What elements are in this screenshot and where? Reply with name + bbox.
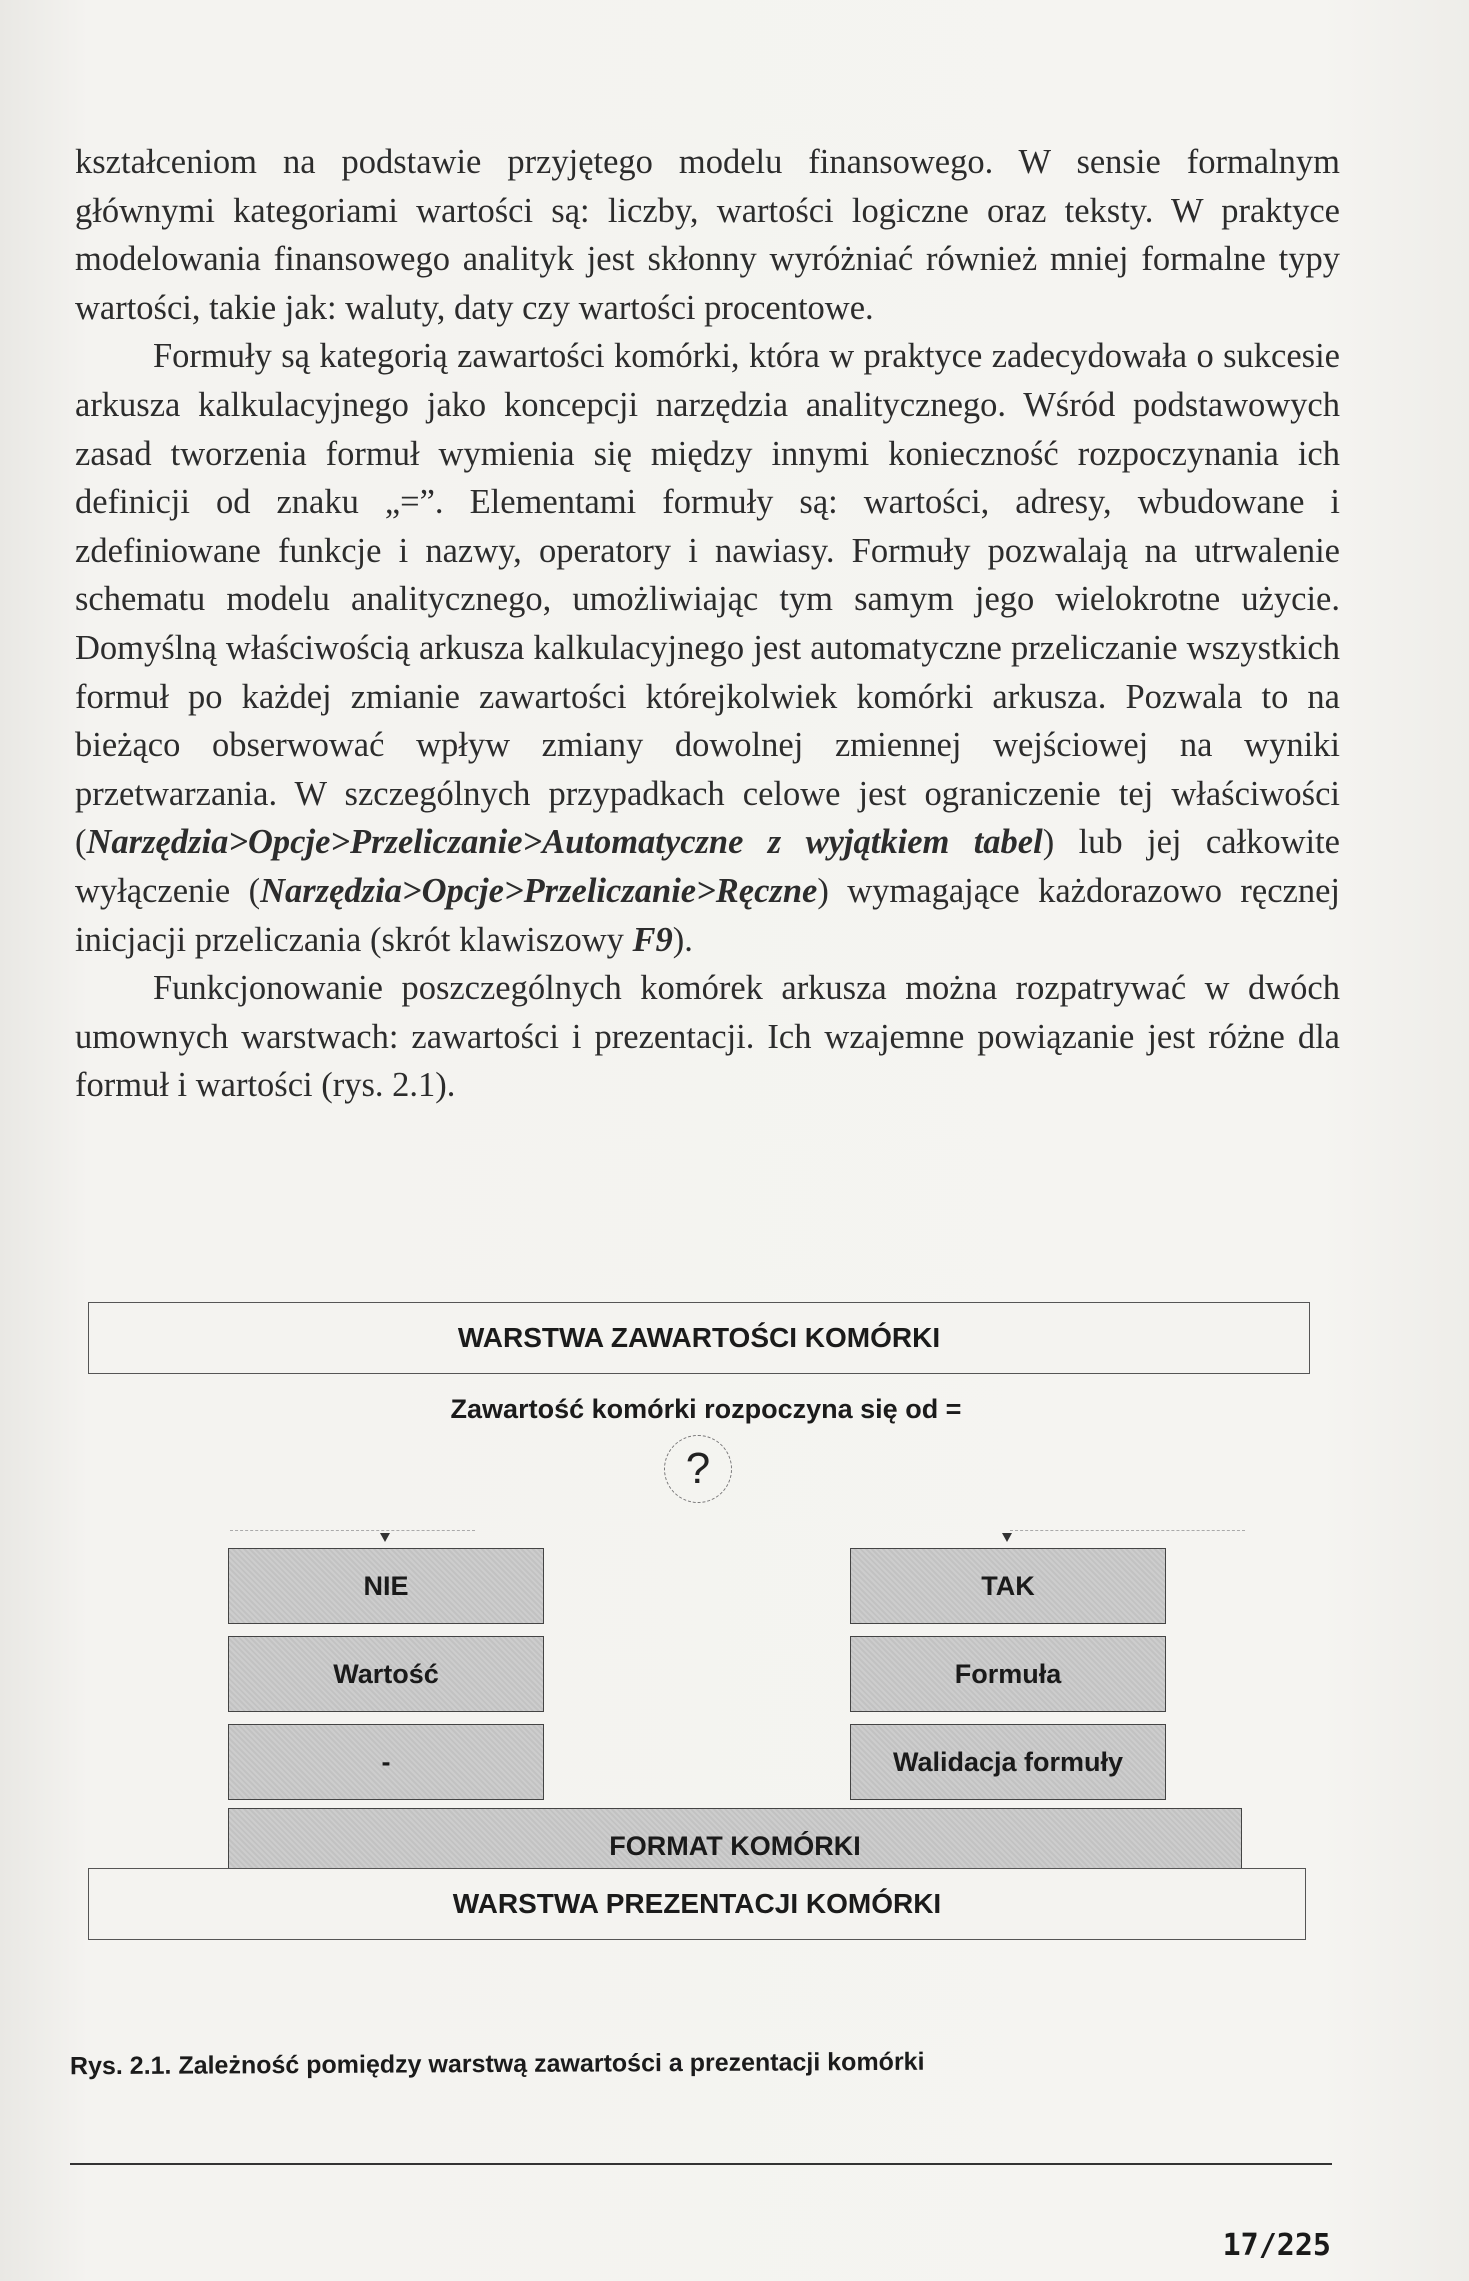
menu-path-automatic: Narzędzia>Opcje>Przeliczanie>Automatyczne z wyjątkiem tabel: [86, 823, 1043, 862]
figure-caption: Rys. 2.1. Zależność pomiędzy warstwą zawartości a prezentacji komórki: [69, 2047, 925, 2081]
arrow-down-left-icon: [380, 1533, 390, 1542]
presentation-layer-frame: [88, 1868, 1306, 1940]
dash-label: -: [381, 1746, 391, 1777]
page-number: 17/225: [1222, 2228, 1331, 2263]
paragraph-2-part-a: Formuły są kategorią zawartości komórki, która w praktyce zadecydowała o sukcesie arkusza kalkulacyjnego jako koncepcji narzędzia analitycznego. Wśród podstawowych zasad tworzenia formuł wymienia się między innymi konieczność rozpoczynania ich definicji od znaku „=”. Elementami formuły są: wartości, adresy, wbudowane i zdefiniowane funkcje i nazwy, operatory i nawiasy. Formuły pozwalają na utrwalenie schematu modelu analitycznego, umożliwiając tym samym jego wielokrotne użycie. Domyślną właściwością arkusza kalkulacyjnego jest automatyczne przeliczanie wszystkich formuł po każdej zmianie zawartości którejkolwiek komórki arkusza. Pozwala to na bieżąco obserwować wpływ zmiany dowolnej zmiennej wejściowej na wyniki przetwarzania. W szczególnych przypadkach celowe jest ograniczenie tej właściwości (: [75, 337, 1340, 862]
paragraph-2-part-d: ).: [672, 920, 693, 959]
paragraph-2-part-c: ) wymagające każdorazowo ręcznej inicjacji przeliczania (skrót klawiszowy: [75, 871, 1340, 959]
formula-box: [850, 1636, 1166, 1712]
value-box: [228, 1636, 544, 1712]
paragraph-2: [75, 332, 1340, 964]
body-text: [75, 138, 1340, 1110]
yes-box: [850, 1548, 1166, 1624]
paragraph-1: kształceniom na podstawie przyjętego modelu finansowego. W sensie formalnym głównymi kategoriami wartości są: liczby, wartości logiczne oraz teksty. W praktyce modelowania finansowego analityk jest skłonny wyróżniać również mniej formalne typy wartości, takie jak: waluty, daty czy wartości procentowe.: [75, 143, 1340, 327]
formula-validation-box: [850, 1724, 1166, 1800]
no-label: NIE: [363, 1570, 409, 1601]
content-layer-label: WARSTWA ZAWARTOŚCI KOMÓRKI: [457, 1322, 941, 1353]
figure-2-1: [80, 1282, 1332, 1982]
dash-box: [228, 1724, 544, 1800]
footer-rule: [70, 2163, 1332, 2165]
yes-label: TAK: [981, 1570, 1035, 1601]
arrow-down-right-icon: [1002, 1533, 1012, 1542]
paragraph-2-part-b: ) lub jej całkowite wyłączenie (: [75, 823, 1340, 910]
cell-format-label: FORMAT KOMÓRKI: [609, 1830, 861, 1861]
formula-label: Formuła: [954, 1658, 1062, 1689]
condition-label: Zawartość komórki rozpoczyna się od =: [450, 1394, 962, 1424]
dashed-connector-right: [1010, 1530, 1245, 1531]
menu-path-manual: Narzędzia>Opcje>Przeliczanie>Ręczne: [260, 871, 818, 910]
formula-validation-label: Walidacja formuły: [892, 1746, 1124, 1777]
question-mark-icon: [664, 1435, 732, 1503]
value-label: Wartość: [333, 1658, 439, 1689]
no-box: [228, 1548, 544, 1624]
question-mark: ?: [685, 1444, 711, 1493]
content-layer-frame: [88, 1302, 1310, 1374]
presentation-layer-label: WARSTWA PREZENTACJI KOMÓRKI: [452, 1888, 942, 1919]
dashed-connector-left: [230, 1530, 475, 1531]
paragraph-3: Funkcjonowanie poszczególnych komórek arkusza można rozpatrywać w dwóch umownych warstwach: zawartości i prezentacji. Ich wzajemne powiązanie jest różne dla formuł i wartości (rys. 2.1).: [75, 969, 1340, 1105]
shortcut-key: F9: [632, 920, 673, 959]
